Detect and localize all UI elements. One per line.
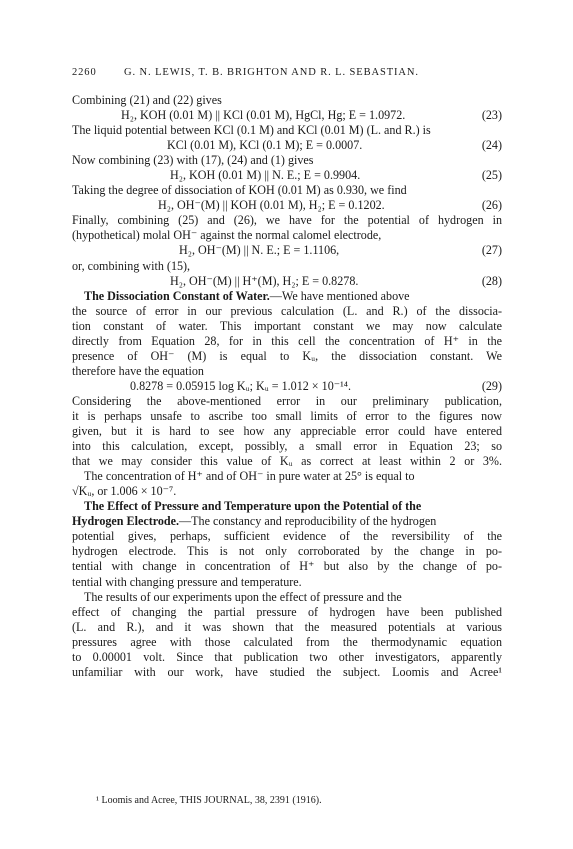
equation-expression: H₂, KOH (0.01 M) || KCl (0.01 M), HgCl, Hg; E = 1.0972. <box>121 108 406 123</box>
text-line: therefore have the equation <box>72 363 204 378</box>
equation-expression: 0.8278 = 0.05915 log Kᵤ; Kᵤ = 1.012 × 10⁻¹⁴. <box>130 378 351 393</box>
equation-expression: H₂, OH⁻(M) || H⁺(M), H₂; E = 0.8278. <box>170 273 359 288</box>
equation-number: (25) <box>481 168 502 183</box>
equation-number: (29) <box>481 378 502 393</box>
text-fragment: —The constancy and reproducibility of the hydrogen <box>179 514 437 529</box>
text-line: tion constant of water. This important constant we may now calculate <box>72 318 502 333</box>
body-text <box>72 93 502 680</box>
equation-expression: H₂, OH⁻(M) || KOH (0.01 M), H₂; E = 0.1202. <box>158 198 385 213</box>
running-head-authors: G. N. LEWIS, T. B. BRIGHTON AND R. L. SEBASTIAN. <box>124 67 419 78</box>
equation-expression: KCl (0.01 M), KCl (0.1 M); E = 0.0007. <box>167 138 363 153</box>
text-line: or, combining with (15), <box>72 258 191 273</box>
text-line: √Kᵤ, or 1.006 × 10⁻⁷. <box>72 484 177 499</box>
equation-number: (26) <box>481 198 502 213</box>
text-line: effect of changing the partial pressure of hydrogen have been published <box>72 604 502 619</box>
footnote: ¹ Loomis and Acree, THIS JOURNAL, 38, 2391 (1916). <box>96 795 322 806</box>
equation-28 <box>72 274 502 289</box>
text-line: The results of our experiments upon the effect of pressure and the <box>84 589 402 604</box>
equation-26 <box>72 198 502 213</box>
text-line: (L. and R.), and it was shown that the measured potentials at various <box>72 619 502 634</box>
text-line: The liquid potential between KCl (0.1 M) and KCl (0.01 M) (L. and R.) is <box>72 123 431 138</box>
section-heading-continuation: Hydrogen Electrode. <box>72 514 180 529</box>
text-line: potential gives, perhaps, sufficient evidence of the reversibility of the <box>72 529 502 544</box>
equation-24 <box>72 138 502 153</box>
equation-29 <box>72 379 502 394</box>
text-line: Considering the above-mentioned error in our preliminary publication, <box>72 393 502 408</box>
equation-expression: H₂, OH⁻(M) || N. E.; E = 1.1106, <box>179 243 340 258</box>
text-line: (hypothetical) molal OH⁻ against the normal calomel electrode, <box>72 228 382 243</box>
text-line: Finally, combining (25) and (26), we have for the potential of hydrogen in <box>72 213 502 228</box>
text-line: The concentration of H⁺ and of OH⁻ in pure water at 25° is equal to <box>84 469 415 484</box>
equation-number: (24) <box>481 138 502 153</box>
section-heading-dissociation: The Dissociation Constant of Water. <box>84 288 270 303</box>
equation-27 <box>72 243 502 258</box>
text-line: it is perhaps unsafe to ascribe too small limits of error to the figures now <box>72 408 502 423</box>
text-line: the source of error in our previous calculation (L. and R.) of the dissocia- <box>72 303 502 318</box>
text-line: tential with change in concentration of H⁺ but also by the change of po- <box>72 559 502 574</box>
text-line: pressures agree with those calculated from the thermodynamic equation <box>72 634 502 649</box>
equation-25 <box>72 168 502 183</box>
text-line: Combining (21) and (22) gives <box>72 93 222 107</box>
section-heading-line <box>72 289 502 304</box>
text-line: that we may consider this value of Kᵤ as correct at least within 2 or 3%. <box>72 454 502 469</box>
section-heading-pressure: The Effect of Pressure and Temperature upon the Potential of the <box>84 499 422 514</box>
equation-number: (28) <box>481 273 502 288</box>
text-line: Now combining (23) with (17), (24) and (1) gives <box>72 153 314 168</box>
text-line: tential with changing pressure and temperature. <box>72 574 302 589</box>
text-line: Taking the degree of dissociation of KOH (0.01 M) as 0.930, we find <box>72 183 407 198</box>
equation-expression: H₂, KOH (0.01 M) || N. E.; E = 0.9904. <box>170 168 361 183</box>
page-number: 2260 <box>72 67 97 78</box>
text-line: unfamiliar with our work, have studied the subject. Loomis and Acree¹ <box>72 664 502 679</box>
text-line: hydrogen electrode. This is not only corroborated by the change in po- <box>72 544 502 559</box>
equation-23 <box>72 108 502 123</box>
text-fragment: —We have mentioned above <box>269 288 410 303</box>
equation-number: (23) <box>481 108 502 123</box>
text-line: into this calculation, except, possibly, a small error in Equation 23; so <box>72 439 502 454</box>
equation-number: (27) <box>481 243 502 258</box>
text-line: to 0.00001 volt. Since that publication two other investigators, apparently <box>72 649 502 664</box>
text-line: directly from Equation 28, for in this cell the concentration of H⁺ in the <box>72 333 502 348</box>
text-line: presence of OH⁻ (M) is equal to Kᵤ, the dissociation constant. We <box>72 348 502 363</box>
section-heading-line <box>72 514 502 529</box>
text-line: given, but it is hard to see how any appreciable error could have entered <box>72 424 502 439</box>
running-header <box>72 67 500 81</box>
